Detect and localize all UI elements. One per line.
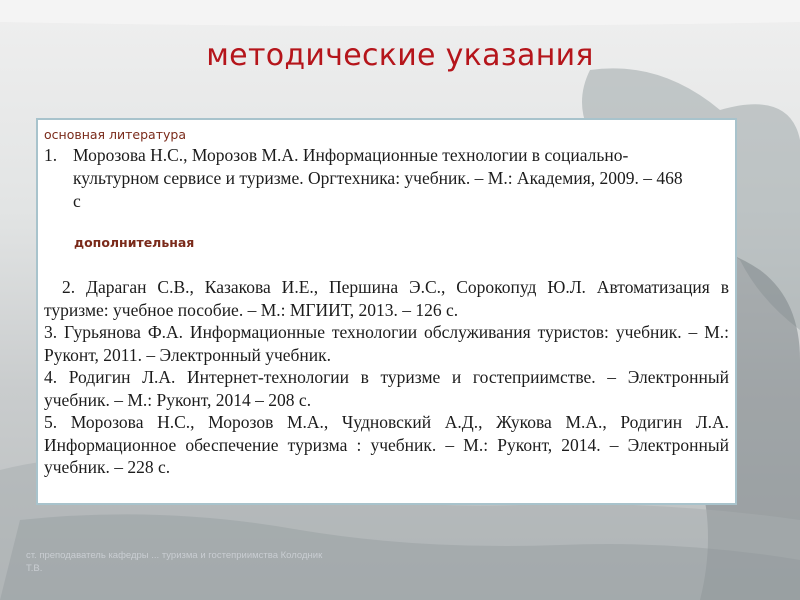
- additional-literature-item: 4. Родигин Л.А. Интернет-технологии в туризме и гостеприимстве. – Электронный учебник. – М.: Руконт, 2014 – 208 с.: [44, 367, 729, 410]
- item-text: Морозова Н.С., Морозов М.А. Информационные технологии в социально-культурном сервисе и туризме. Оргтехника: учебник. – М.: Академия, 2009. – 468 с: [73, 145, 683, 211]
- additional-literature-item: 5. Морозова Н.С., Морозов М.А., Чудновский А.Д., Жукова М.А., Родигин Л.А. Информационное обеспечение туризма : учебник. – М.: Руконт, 2014. – Электронный учебник. – 228 с.: [44, 412, 729, 477]
- slide-title: методические указания: [206, 38, 594, 73]
- main-literature-item: [44, 144, 729, 213]
- slide-footer: ст. преподаватель кафедры ... туризма и гостеприимства Колодник Т.В.: [26, 550, 323, 574]
- additional-literature-heading: дополнительная: [74, 235, 195, 250]
- additional-literature-item: 3. Гурьянова Ф.А. Информационные технологии обслуживания туристов: учебник. – М.: Руконт, 2011. – Электронный учебник.: [44, 322, 729, 365]
- additional-literature-item: 2. Дараган С.В., Казакова И.Е., Першина Э.С., Сорокопуд Ю.Л. Автоматизация в туризме: учебное пособие. – М.: МГИИТ, 2013. – 126 с.: [44, 277, 729, 320]
- main-literature-heading: основная литература: [44, 127, 186, 142]
- item-number: 1.: [44, 145, 58, 165]
- literature-panel: [36, 118, 737, 505]
